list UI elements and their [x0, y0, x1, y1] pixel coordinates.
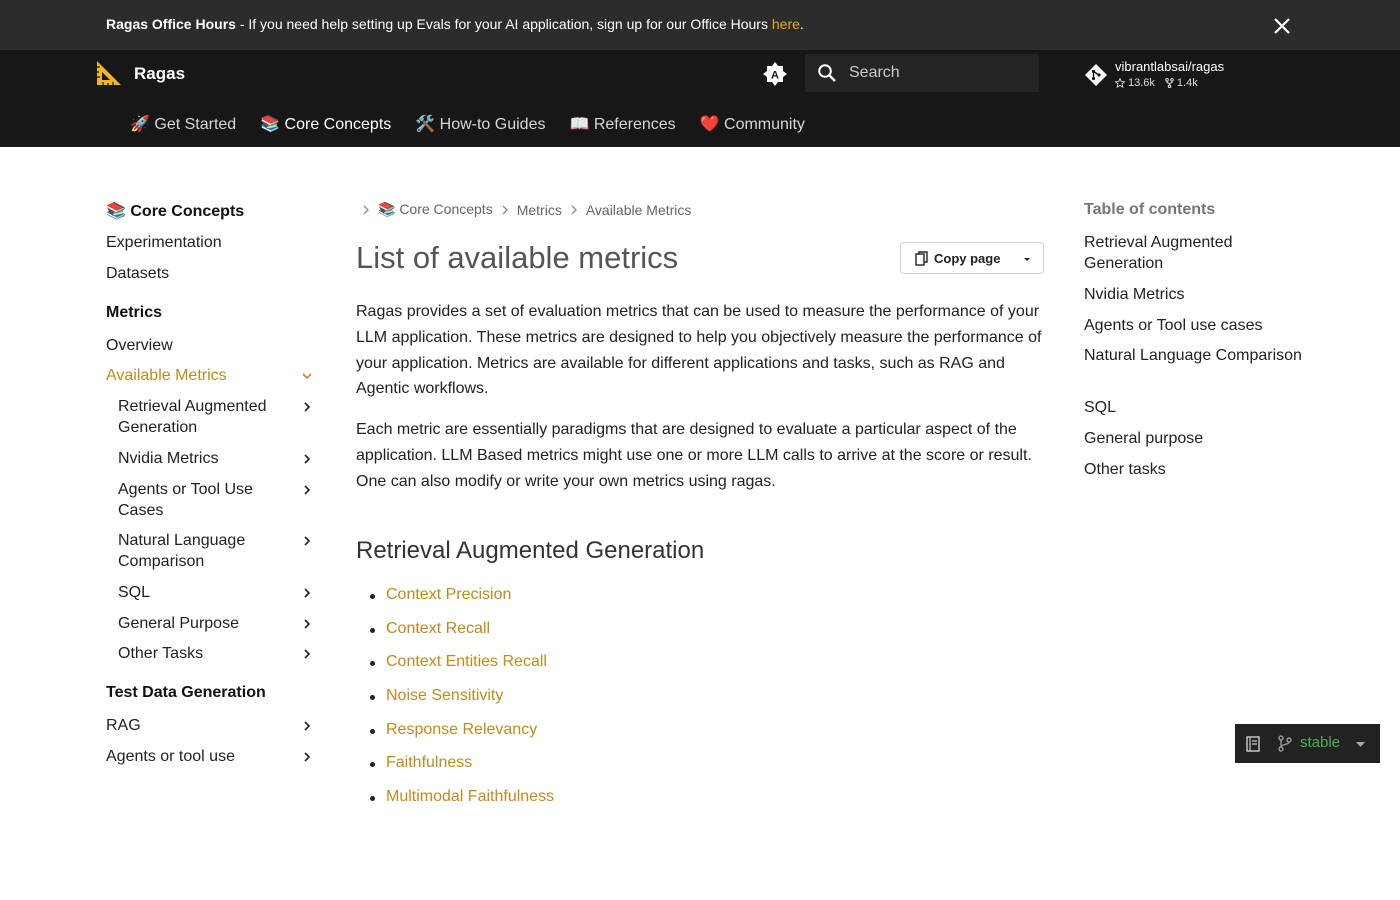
- sidebar-item-label: Nvidia Metrics: [118, 450, 219, 467]
- book-icon: [1246, 736, 1260, 752]
- sidebar-item-nvidia-metrics[interactable]: [106, 448, 320, 469]
- intro-paragraph: Ragas provides a set of evaluation metrics that can be used to measure the performance of your LLM application. These metrics are designed to help you objectively measure the performance of your application. Metrics are available for different applications and tasks, such as RAG and Agentic workflows.: [356, 303, 1042, 398]
- toc-item-rag[interactable]: Retrieval Augmented Generation: [1084, 234, 1233, 272]
- metric-link-context-entities-recall[interactable]: Context Entities Recall: [386, 653, 547, 671]
- tab-community[interactable]: ❤️ Community: [699, 116, 805, 133]
- sidebar-item-nl-comparison[interactable]: [106, 530, 320, 572]
- branch-icon: [1277, 735, 1293, 752]
- page-title: List of available metrics: [356, 240, 679, 275]
- breadcrumb-metrics[interactable]: Metrics: [516, 201, 562, 218]
- tab-core-concepts[interactable]: 📚 Core Concepts: [260, 116, 392, 133]
- list-item: [368, 788, 554, 822]
- repo-forks-count: 1.4k: [1176, 77, 1198, 89]
- top-tabs: [130, 114, 805, 134]
- version-selector[interactable]: [1235, 724, 1380, 763]
- chevron-down-icon[interactable]: [300, 369, 314, 383]
- caret-down-icon: [1355, 741, 1366, 748]
- sidebar-item-label: Agents or Tool Use Cases: [118, 481, 253, 519]
- sidebar-item-label: Other Tasks: [118, 645, 204, 662]
- sidebar-item-other-tasks[interactable]: [106, 643, 320, 664]
- sidebar-item-available-metrics[interactable]: [106, 365, 320, 386]
- site-header: [0, 50, 1400, 147]
- sidebar-item-agents-testgen[interactable]: [106, 746, 320, 767]
- sidebar-item-rag-testgen[interactable]: [106, 715, 320, 736]
- list-item: [368, 687, 554, 721]
- breadcrumb-available-metrics[interactable]: Available Metrics: [585, 201, 692, 218]
- version-label: stable: [1300, 734, 1341, 751]
- chevron-right-icon[interactable]: [300, 750, 314, 764]
- search-input[interactable]: [849, 62, 1029, 84]
- tab-how-to-guides[interactable]: 🛠️ How-to Guides: [415, 116, 546, 133]
- sidebar-section-core-concepts[interactable]: 📚 Core Concepts: [106, 203, 245, 220]
- chevron-right-icon[interactable]: [300, 400, 314, 414]
- tab-get-started[interactable]: 🚀 Get Started: [130, 116, 237, 133]
- copy-icon: [915, 251, 929, 267]
- sidebar-item-agents-tool-use[interactable]: [106, 479, 320, 521]
- chevron-right-icon: [501, 205, 509, 215]
- chevron-right-icon[interactable]: [300, 483, 314, 497]
- caret-down-icon[interactable]: [1023, 257, 1031, 262]
- sidebar-item-label: Available Metrics: [106, 367, 227, 384]
- repo-name: vibrantlabsai/ragas: [1115, 59, 1225, 74]
- list-item: [368, 721, 554, 755]
- metric-list: [368, 586, 554, 822]
- repo-stars-count: 13.6k: [1128, 77, 1155, 89]
- sidebar-item-experimentation[interactable]: Experimentation: [106, 234, 222, 251]
- sidebar-item-label: SQL: [118, 584, 151, 601]
- chevron-right-icon[interactable]: [300, 452, 314, 466]
- sidebar-item-overview[interactable]: Overview: [106, 337, 173, 354]
- breadcrumb-core-concepts[interactable]: 📚 Core Concepts: [378, 201, 493, 217]
- repo-forks: [1165, 77, 1198, 89]
- announcement-tail: .: [799, 16, 804, 32]
- chevron-right-icon[interactable]: [300, 586, 314, 600]
- site-title[interactable]: Ragas: [134, 64, 186, 83]
- chevron-right-icon: [362, 205, 370, 215]
- copy-page-label: Copy page: [934, 251, 1001, 266]
- sidebar-item-label: RAG: [106, 717, 141, 734]
- metric-link-response-relevancy[interactable]: Response Relevancy: [386, 720, 538, 738]
- list-item: [368, 586, 554, 620]
- toc-item-other-tasks[interactable]: Other tasks: [1084, 461, 1166, 478]
- git-icon: [1084, 63, 1108, 87]
- sidebar-section-test-data[interactable]: Test Data Generation: [106, 684, 266, 701]
- search-icon: [817, 63, 837, 83]
- metric-link-noise-sensitivity[interactable]: Noise Sensitivity: [386, 687, 504, 705]
- fork-icon: [1165, 78, 1174, 88]
- close-icon[interactable]: [1270, 14, 1294, 38]
- chevron-right-icon: [570, 205, 578, 215]
- metric-link-context-precision[interactable]: Context Precision: [386, 586, 512, 603]
- section-heading-rag: Retrieval Augmented Generation: [356, 537, 705, 564]
- toc-title: Table of contents: [1084, 201, 1216, 218]
- repo-stars: [1115, 77, 1155, 89]
- tab-references[interactable]: 📖 References: [569, 116, 676, 133]
- metric-link-context-recall[interactable]: Context Recall: [386, 619, 491, 637]
- announcement-body: - If you need help setting up Evals for your AI application, sign up for our Office Hours: [235, 16, 772, 32]
- toc-item-agents[interactable]: Agents or Tool use cases: [1084, 317, 1263, 334]
- theme-toggle-icon[interactable]: [762, 61, 788, 87]
- sidebar-item-label: Natural Language Comparison: [118, 532, 246, 570]
- svg-text:A: A: [771, 69, 779, 82]
- chevron-right-icon[interactable]: [300, 719, 314, 733]
- copy-page-button[interactable]: [900, 242, 1044, 274]
- sidebar-item-rag[interactable]: [106, 396, 320, 438]
- sidebar-item-sql[interactable]: [106, 582, 320, 603]
- list-item: [368, 653, 554, 687]
- sidebar-item-label: Agents or tool use: [106, 748, 235, 765]
- list-item: [368, 620, 554, 654]
- sidebar-item-label: Retrieval Augmented Generation: [118, 398, 267, 436]
- toc-item-nvidia[interactable]: Nvidia Metrics: [1084, 286, 1185, 303]
- toc-item-sql[interactable]: SQL: [1084, 399, 1117, 416]
- sidebar-item-general-purpose[interactable]: [106, 613, 320, 634]
- toc-item-nl-comparison[interactable]: Natural Language Comparison: [1084, 347, 1302, 364]
- chevron-right-icon[interactable]: [300, 534, 314, 548]
- repo-facts: [1115, 77, 1198, 89]
- breadcrumb: [362, 201, 691, 218]
- announcement-text: [106, 16, 804, 32]
- chevron-right-icon[interactable]: [300, 647, 314, 661]
- toc-item-general-purpose[interactable]: General purpose: [1084, 430, 1204, 447]
- announcement-bold: Ragas Office Hours: [106, 16, 236, 32]
- sidebar-item-label: General Purpose: [118, 615, 239, 632]
- search-box[interactable]: [805, 54, 1039, 92]
- metrics-paragraph: Each metric are essentially paradigms that are designed to evaluate a particular aspect of the application. LLM Based metrics might use one or more LLM calls to arrive at the score or result. One can also modify or write your own metrics using ragas.: [356, 421, 1032, 490]
- metric-link-multimodal-faithfulness[interactable]: Multimodal Faithfulness: [386, 788, 555, 806]
- announcement-bar: [0, 0, 1400, 50]
- star-icon: [1115, 78, 1125, 88]
- sidebar-section-metrics[interactable]: Metrics: [106, 304, 163, 321]
- metric-link-faithfulness[interactable]: Faithfulness: [386, 754, 473, 772]
- chevron-right-icon[interactable]: [300, 617, 314, 631]
- sidebar-item-datasets[interactable]: Datasets: [106, 265, 170, 282]
- list-item: [368, 754, 554, 788]
- ruler-logo-icon[interactable]: [95, 59, 125, 87]
- announcement-link[interactable]: here: [771, 16, 800, 32]
